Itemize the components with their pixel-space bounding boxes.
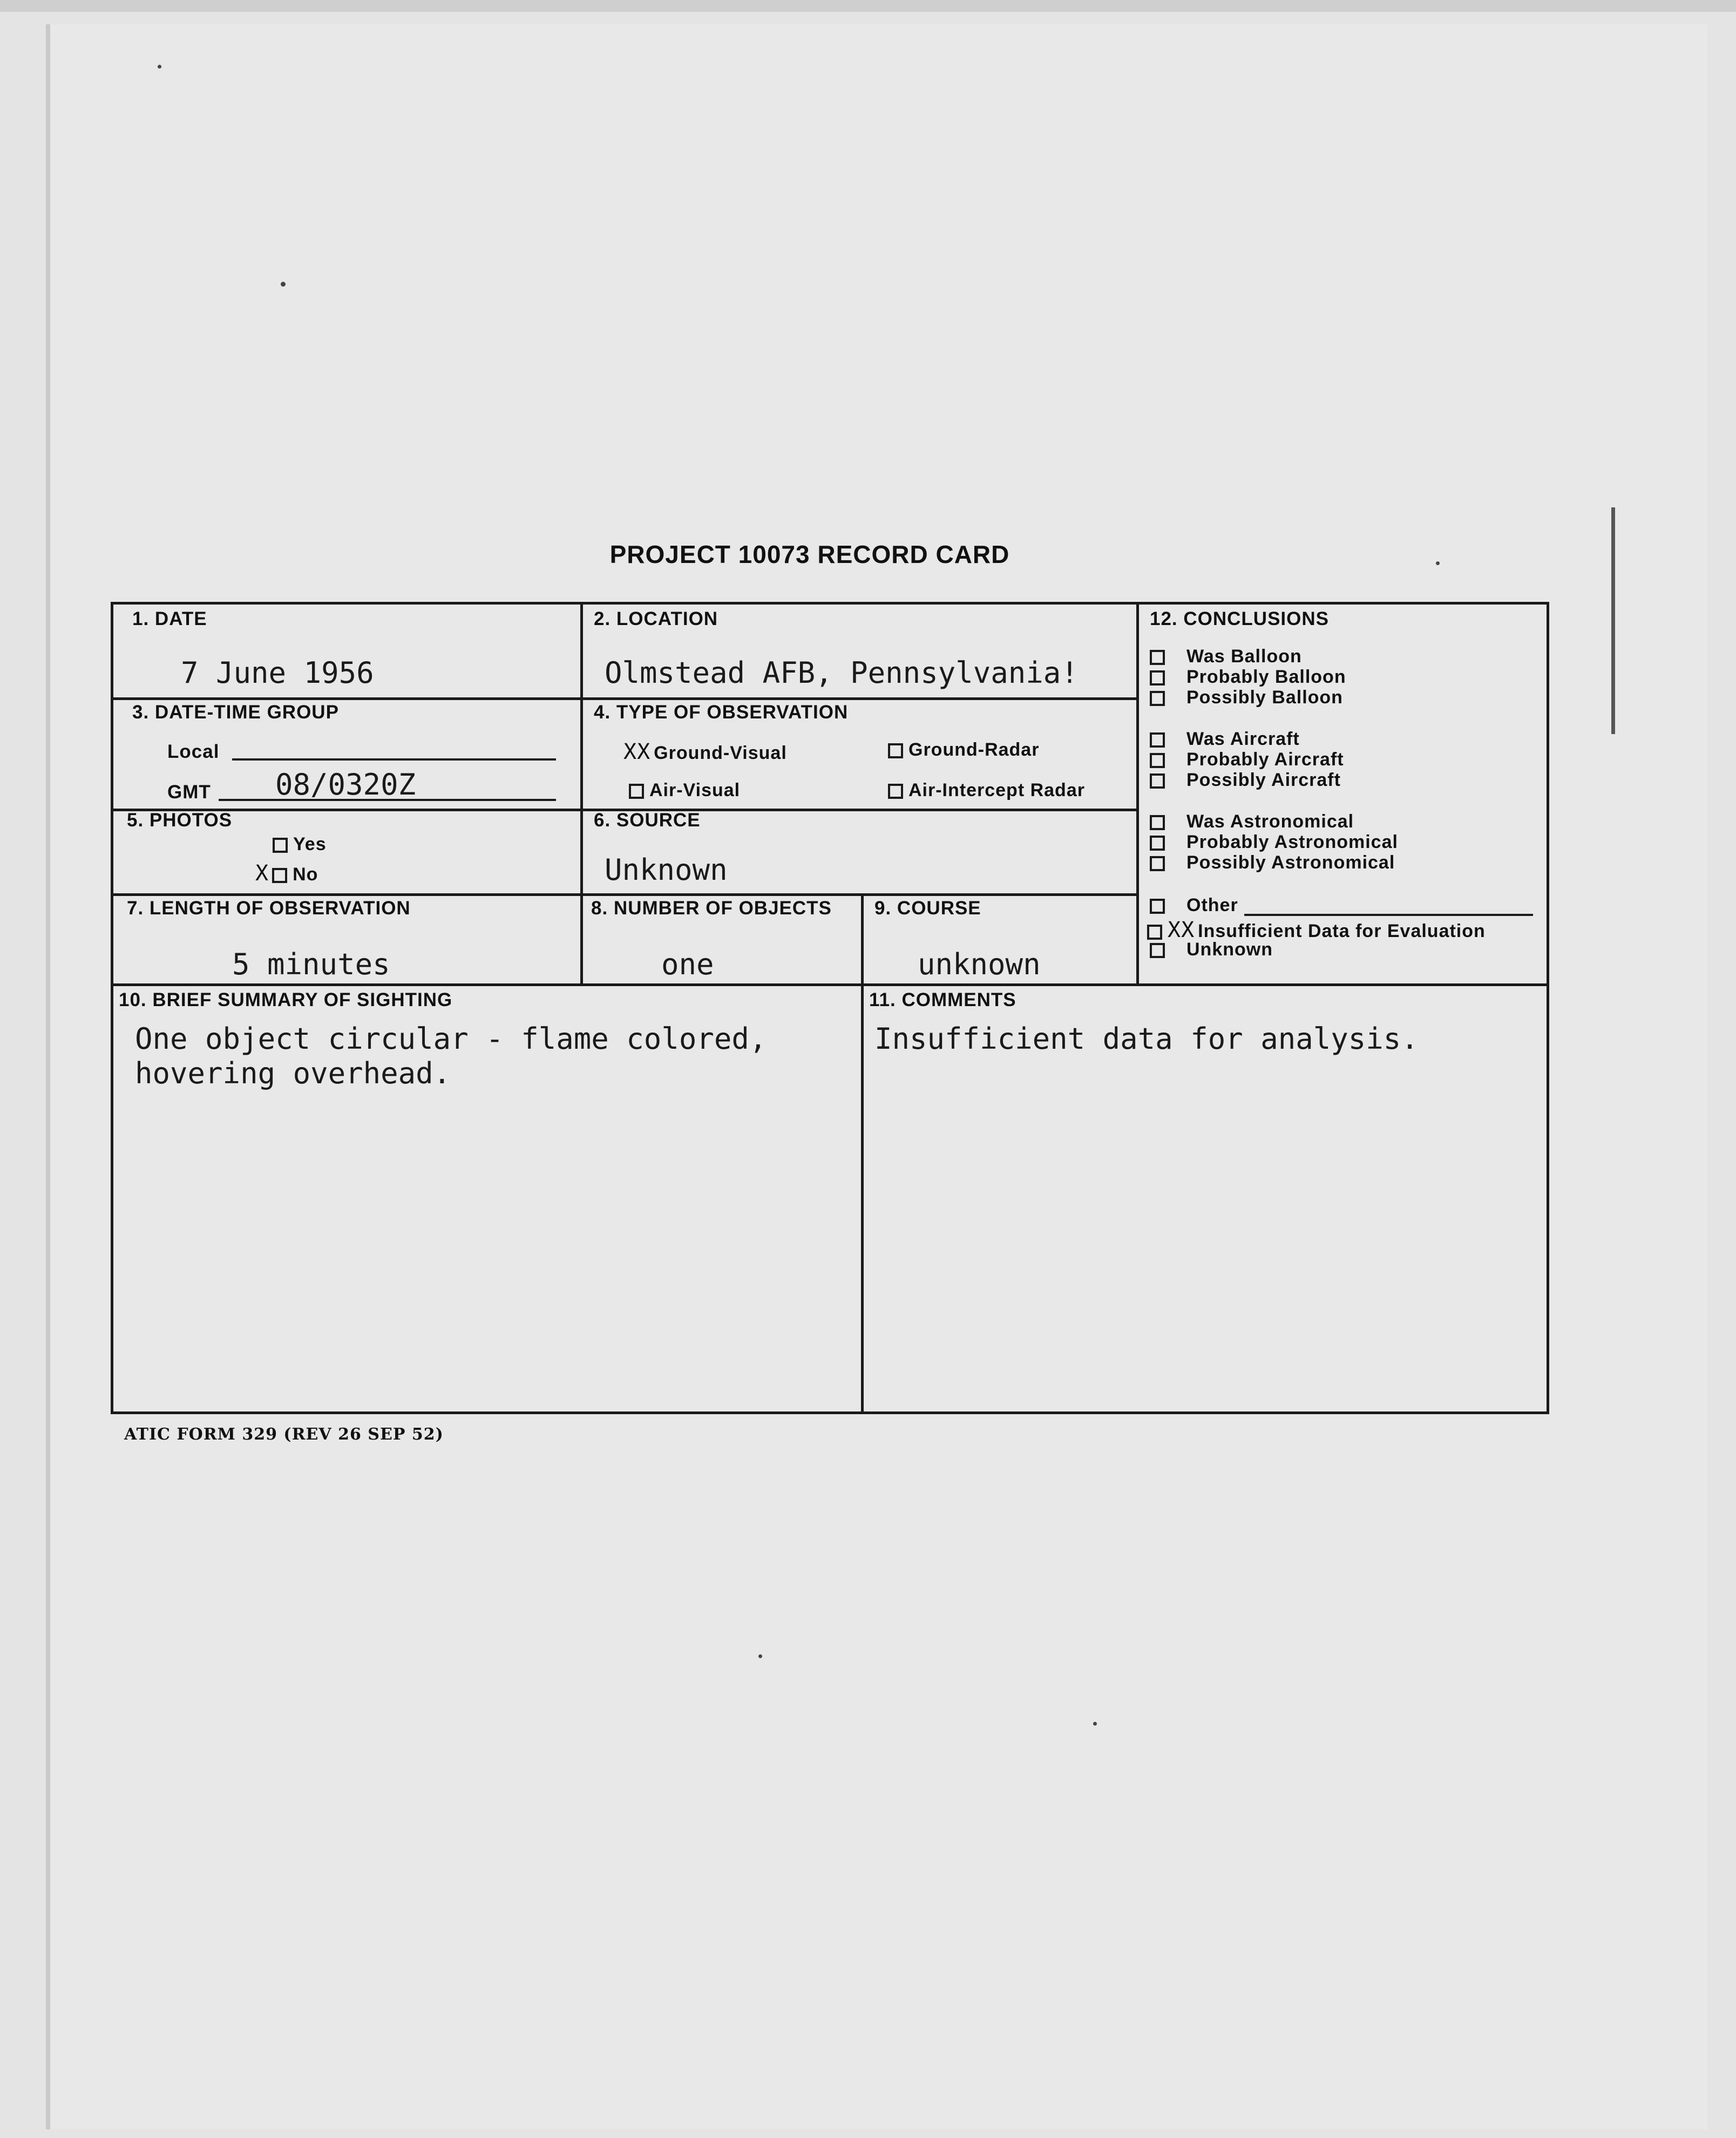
option-label: Yes (293, 834, 327, 854)
source-label: 6. SOURCE (594, 810, 701, 831)
divider-col-a (580, 602, 583, 985)
divider-row-1 (111, 697, 1139, 700)
film-edge-mark (1611, 507, 1615, 734)
option-ground-radar (888, 739, 1039, 761)
option-label: Probably Aircraft (1186, 749, 1344, 770)
dust-speck (1436, 561, 1440, 565)
conclusion-possibly-aircraft (1150, 770, 1341, 791)
length-of-observation-value: 5 minutes (232, 947, 390, 981)
checkbox-icon (1150, 899, 1165, 914)
option-label: No (293, 864, 318, 885)
summary-value: One object circular - flame colored, hovering overhead. (135, 1022, 767, 1090)
checkbox-icon (888, 784, 903, 799)
number-of-objects-label: 8. NUMBER OF OBJECTS (591, 898, 832, 919)
conclusion-possibly-balloon (1150, 687, 1343, 708)
typed-x-mark: XX (623, 739, 651, 764)
option-photos-no (255, 861, 318, 886)
conclusion-other (1150, 895, 1238, 916)
option-air-visual (629, 780, 740, 801)
gmt-label: GMT (167, 782, 211, 803)
option-label: Ground-Visual (654, 743, 787, 763)
option-label: Possibly Astronomical (1186, 852, 1395, 873)
film-top-edge (0, 0, 1736, 12)
option-label: Possibly Balloon (1186, 687, 1343, 708)
conclusion-possibly-astronomical (1150, 852, 1395, 873)
option-label: Was Balloon (1186, 646, 1302, 667)
date-time-group-label: 3. DATE-TIME GROUP (132, 702, 339, 723)
summary-label: 10. BRIEF SUMMARY OF SIGHTING (119, 989, 453, 1010)
option-label: Air-Visual (649, 780, 741, 800)
conclusions-label: 12. CONCLUSIONS (1150, 608, 1329, 629)
checkbox-icon (1150, 650, 1165, 665)
option-label: Insufficient Data for Evaluation (1198, 921, 1486, 941)
option-label: Probably Astronomical (1186, 832, 1398, 852)
conclusion-was-aircraft (1150, 729, 1300, 750)
local-label: Local (167, 741, 220, 762)
conclusion-was-balloon (1150, 646, 1302, 667)
checkbox-icon (1150, 670, 1165, 685)
record-card (111, 602, 1549, 1414)
comments-label: 11. COMMENTS (869, 989, 1016, 1010)
dust-speck (281, 282, 286, 287)
course-label: 9. COURSE (874, 898, 981, 919)
option-label: Ground-Radar (908, 739, 1040, 760)
divider-col-b (1136, 602, 1139, 985)
location-value: Olmstead AFB, Pennsylvania! (605, 656, 1079, 690)
option-label: Other (1186, 895, 1238, 915)
conclusion-probably-astronomical (1150, 832, 1398, 853)
checkbox-icon (1150, 856, 1165, 871)
checkbox-icon (1150, 753, 1165, 768)
source-value: Unknown (605, 853, 728, 887)
photos-label: 5. PHOTOS (127, 810, 233, 831)
card-title: PROJECT 10073 RECORD CARD (609, 540, 1010, 568)
option-photos-yes (273, 834, 327, 855)
conclusion-probably-balloon (1150, 667, 1346, 688)
option-label: Unknown (1186, 939, 1273, 960)
option-label: Probably Balloon (1186, 667, 1346, 687)
dust-speck (758, 1654, 762, 1658)
option-ground-visual (623, 739, 787, 764)
option-air-intercept-radar (888, 780, 1085, 801)
location-label: 2. LOCATION (594, 608, 718, 629)
date-value: 7 June 1956 (181, 656, 374, 690)
card-border-top (111, 602, 1549, 605)
local-underline (232, 758, 556, 761)
card-border-left (111, 602, 113, 1414)
number-of-objects-value: one (661, 947, 714, 981)
checkbox-icon (1150, 732, 1165, 748)
typed-x-mark: X (255, 861, 269, 886)
checkbox-icon (1150, 943, 1165, 958)
typed-x-mark: XX (1168, 918, 1195, 942)
option-label: Was Astronomical (1186, 811, 1354, 832)
checkbox-icon (1150, 773, 1165, 789)
comments-value: Insufficient data for analysis. (874, 1022, 1419, 1056)
dust-speck (158, 65, 161, 69)
checkbox-icon (629, 784, 644, 799)
conclusion-probably-aircraft (1150, 749, 1344, 770)
checkbox-icon (273, 838, 288, 853)
conclusion-was-astronomical (1150, 811, 1354, 832)
gmt-value: 08/0320Z (275, 768, 416, 802)
divider-row-3 (111, 893, 1139, 896)
checkbox-icon (272, 868, 287, 883)
form-footer: ATIC FORM 329 (REV 26 SEP 52) (124, 1425, 444, 1444)
type-of-observation-label: 4. TYPE OF OBSERVATION (594, 702, 849, 723)
option-label: Air-Intercept Radar (908, 780, 1085, 800)
dust-speck (1093, 1722, 1097, 1726)
divider-col-c (861, 896, 864, 1414)
conclusion-unknown (1150, 939, 1273, 960)
checkbox-icon (1150, 815, 1165, 830)
option-label: Possibly Aircraft (1186, 770, 1341, 790)
checkbox-icon (1150, 836, 1165, 851)
checkbox-icon (1150, 691, 1165, 706)
card-border-right (1547, 602, 1549, 1414)
option-label: Was Aircraft (1186, 729, 1300, 749)
other-underline (1244, 914, 1533, 916)
length-of-observation-label: 7. LENGTH OF OBSERVATION (127, 898, 411, 919)
checkbox-icon (888, 743, 903, 758)
date-label: 1. DATE (132, 608, 207, 629)
divider-row-4 (111, 983, 1549, 986)
course-value: unknown (918, 947, 1041, 981)
checkbox-icon (1147, 925, 1162, 940)
card-border-bottom (111, 1411, 1549, 1414)
